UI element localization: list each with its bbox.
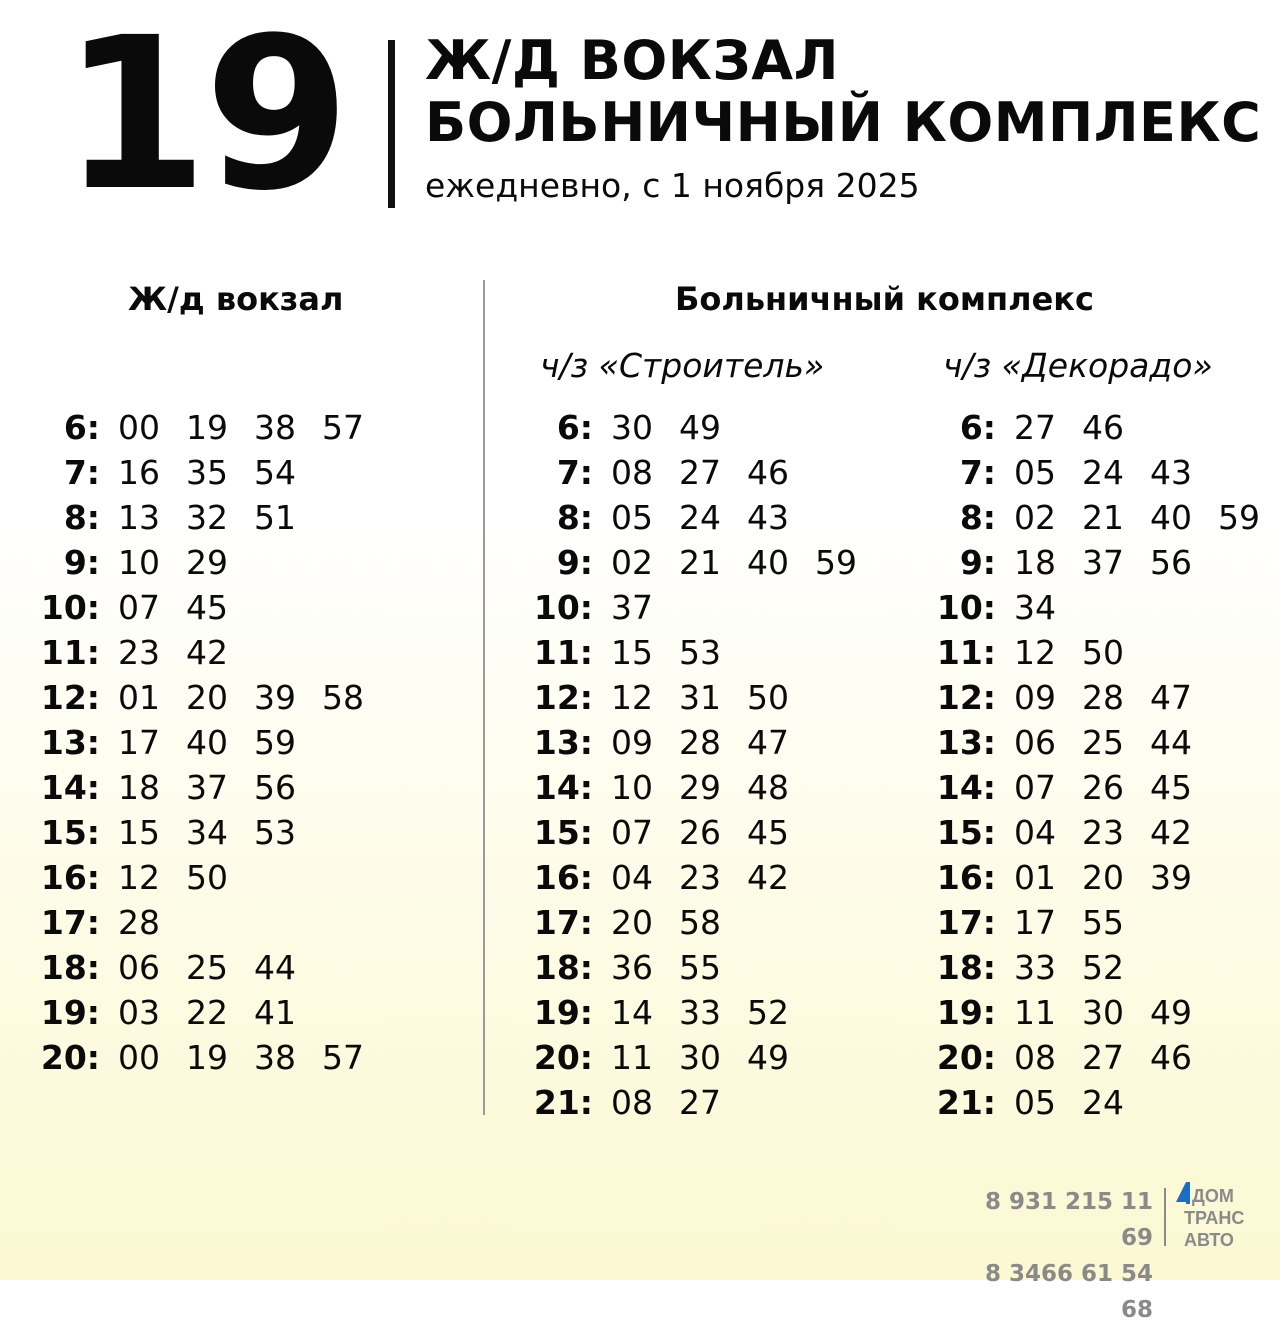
minute-value: 26 (679, 813, 721, 852)
route-number: 19 (62, 0, 347, 237)
minute-value: 58 (679, 903, 721, 942)
minute-value: 20 (186, 678, 228, 717)
minute-value: 07 (1014, 768, 1056, 807)
hour-label: 11: (40, 633, 100, 672)
minute-value: 42 (747, 858, 789, 897)
minute-value: 06 (118, 948, 160, 987)
minute-value: 04 (1014, 813, 1056, 852)
phone-1: 8 931 215 11 69 (984, 1189, 1153, 1251)
hour-label: 11: (936, 633, 996, 672)
hour-label: 6: (63, 408, 100, 447)
minute-value: 45 (747, 813, 789, 852)
hour-label: 16: (40, 858, 100, 897)
minute-value: 25 (186, 948, 228, 987)
minute-value: 44 (254, 948, 296, 987)
hour-label: 17: (936, 903, 996, 942)
minute-value: 56 (1150, 543, 1192, 582)
minute-value: 56 (254, 768, 296, 807)
minute-value: 43 (747, 498, 789, 537)
minute-value: 30 (679, 1038, 721, 1077)
timetable-row (0, 540, 1192, 585)
timetable-row (0, 585, 1056, 630)
route-title-line2: БОЛЬНИЧНЫЙ КОМПЛЕКС (425, 91, 1262, 154)
minute-value: 57 (322, 408, 364, 447)
minute-value: 02 (611, 543, 653, 582)
minute-value: 20 (1082, 858, 1124, 897)
hour-label: 17: (533, 903, 593, 942)
hour-label: 20: (40, 1038, 100, 1077)
via-dekorado-label: ч/з «Декорадо» (943, 346, 1213, 385)
minute-value: 43 (1150, 453, 1192, 492)
minute-value: 46 (747, 453, 789, 492)
hour-label: 9: (63, 543, 100, 582)
minute-value: 36 (611, 948, 653, 987)
minute-value: 20 (611, 903, 653, 942)
minute-value: 59 (1218, 498, 1260, 537)
hour-label: 21: (533, 1083, 593, 1122)
hour-label: 10: (40, 588, 100, 627)
minute-value: 33 (1014, 948, 1056, 987)
left-section-title: Ж/д вокзал (128, 280, 344, 318)
minute-value: 01 (1014, 858, 1056, 897)
minute-value: 38 (254, 408, 296, 447)
right-section-title: Больничный комплекс (675, 280, 1094, 318)
logo-line-2: ТРАНС (1184, 1208, 1245, 1228)
hour-label: 7: (959, 453, 996, 492)
minute-value: 49 (679, 408, 721, 447)
minute-value: 52 (1082, 948, 1124, 987)
hour-label: 8: (556, 498, 593, 537)
minute-value: 14 (611, 993, 653, 1032)
hour-label: 13: (40, 723, 100, 762)
minute-value: 49 (1150, 993, 1192, 1032)
hour-label: 18: (533, 948, 593, 987)
minute-value: 18 (118, 768, 160, 807)
timetable-row (0, 450, 1192, 495)
minute-value: 09 (1014, 678, 1056, 717)
minute-value: 24 (679, 498, 721, 537)
minute-value: 39 (254, 678, 296, 717)
minute-value: 18 (1014, 543, 1056, 582)
timetable-row (0, 900, 1124, 945)
hour-label: 16: (936, 858, 996, 897)
hour-label: 13: (533, 723, 593, 762)
timetable-row (0, 855, 1192, 900)
minute-value: 24 (1082, 453, 1124, 492)
hour-label: 11: (533, 633, 593, 672)
minute-value: 30 (611, 408, 653, 447)
header-divider (388, 40, 395, 208)
hour-label: 18: (936, 948, 996, 987)
minute-value: 40 (1150, 498, 1192, 537)
minute-value: 10 (611, 768, 653, 807)
minute-value: 50 (1082, 633, 1124, 672)
phone-2: 8 3466 61 54 68 (984, 1261, 1153, 1323)
minute-value: 34 (1014, 588, 1056, 627)
hour-label: 8: (959, 498, 996, 537)
hour-label: 14: (533, 768, 593, 807)
hour-label: 21: (936, 1083, 996, 1122)
minute-value: 42 (186, 633, 228, 672)
minute-value: 00 (118, 1038, 160, 1077)
minute-value: 04 (611, 858, 653, 897)
minute-value: 58 (322, 678, 364, 717)
minute-value: 41 (254, 993, 296, 1032)
timetable-row (0, 675, 1192, 720)
minute-value: 12 (1014, 633, 1056, 672)
minute-value: 21 (1082, 498, 1124, 537)
timetable-row (0, 495, 1260, 540)
timetable-row (0, 405, 1124, 450)
minute-value: 53 (254, 813, 296, 852)
minute-value: 31 (679, 678, 721, 717)
hour-label: 17: (40, 903, 100, 942)
via-stroitel-label: ч/з «Строитель» (540, 346, 825, 385)
minute-value: 42 (1150, 813, 1192, 852)
hour-label: 13: (936, 723, 996, 762)
minute-value: 47 (1150, 678, 1192, 717)
minute-value: 34 (186, 813, 228, 852)
minute-value: 48 (747, 768, 789, 807)
minute-value: 13 (118, 498, 160, 537)
contact-divider (1164, 1188, 1166, 1246)
minute-value: 24 (1082, 1083, 1124, 1122)
minute-value: 08 (611, 1083, 653, 1122)
minute-value: 05 (1014, 1083, 1056, 1122)
minute-value: 39 (1150, 858, 1192, 897)
hour-label: 18: (40, 948, 100, 987)
hour-label: 14: (936, 768, 996, 807)
timetable-row (0, 630, 1124, 675)
minute-value: 37 (1082, 543, 1124, 582)
minute-value: 15 (611, 633, 653, 672)
minute-value: 40 (747, 543, 789, 582)
minute-value: 25 (1082, 723, 1124, 762)
hour-label: 8: (63, 498, 100, 537)
minute-value: 29 (186, 543, 228, 582)
hour-label: 12: (40, 678, 100, 717)
timetable-row (0, 765, 1192, 810)
minute-value: 19 (186, 408, 228, 447)
minute-value: 26 (1082, 768, 1124, 807)
minute-value: 50 (186, 858, 228, 897)
minute-value: 45 (186, 588, 228, 627)
timetable-row (0, 810, 1192, 855)
minute-value: 23 (679, 858, 721, 897)
minute-value: 46 (1150, 1038, 1192, 1077)
minute-value: 15 (118, 813, 160, 852)
domtransavto-logo (1174, 1178, 1254, 1250)
minute-value: 03 (118, 993, 160, 1032)
minute-value: 08 (611, 453, 653, 492)
hour-label: 15: (40, 813, 100, 852)
timetable-row (0, 1080, 1124, 1125)
minute-value: 28 (1082, 678, 1124, 717)
minute-value: 44 (1150, 723, 1192, 762)
minute-value: 07 (611, 813, 653, 852)
minute-value: 55 (1082, 903, 1124, 942)
route-title (425, 30, 1261, 154)
minute-value: 27 (1082, 1038, 1124, 1077)
minute-value: 46 (1082, 408, 1124, 447)
hour-label: 15: (533, 813, 593, 852)
minute-value: 47 (747, 723, 789, 762)
minute-value: 16 (118, 453, 160, 492)
minute-value: 01 (118, 678, 160, 717)
hour-label: 14: (40, 768, 100, 807)
timetable-row (0, 1035, 1192, 1080)
minute-value: 28 (679, 723, 721, 762)
hour-label: 19: (40, 993, 100, 1032)
minute-value: 06 (1014, 723, 1056, 762)
minute-value: 22 (186, 993, 228, 1032)
hour-label: 7: (63, 453, 100, 492)
timetable-row (0, 945, 1124, 990)
hour-label: 12: (533, 678, 593, 717)
minute-value: 35 (186, 453, 228, 492)
minute-value: 23 (118, 633, 160, 672)
minute-value: 08 (1014, 1038, 1056, 1077)
route-title-line1: Ж/Д ВОКЗАЛ (425, 29, 839, 92)
minute-value: 55 (679, 948, 721, 987)
minute-value: 02 (1014, 498, 1056, 537)
contacts (960, 1184, 1153, 1328)
minute-value: 27 (1014, 408, 1056, 447)
hour-label: 9: (556, 543, 593, 582)
minute-value: 12 (611, 678, 653, 717)
minute-value: 59 (815, 543, 857, 582)
route-subtitle: ежедневно, с 1 ноября 2025 (425, 166, 920, 205)
minute-value: 27 (679, 453, 721, 492)
hour-label: 9: (959, 543, 996, 582)
minute-value: 57 (322, 1038, 364, 1077)
hour-label: 19: (936, 993, 996, 1032)
minute-value: 32 (186, 498, 228, 537)
hour-label: 6: (556, 408, 593, 447)
minute-value: 52 (747, 993, 789, 1032)
minute-value: 50 (747, 678, 789, 717)
hour-label: 12: (936, 678, 996, 717)
hour-label: 10: (533, 588, 593, 627)
minute-value: 59 (254, 723, 296, 762)
hour-label: 19: (533, 993, 593, 1032)
minute-value: 05 (1014, 453, 1056, 492)
minute-value: 21 (679, 543, 721, 582)
minute-value: 11 (611, 1038, 653, 1077)
hour-label: 20: (936, 1038, 996, 1077)
minute-value: 17 (118, 723, 160, 762)
minute-value: 07 (118, 588, 160, 627)
minute-value: 00 (118, 408, 160, 447)
hour-label: 20: (533, 1038, 593, 1077)
hour-label: 15: (936, 813, 996, 852)
minute-value: 53 (679, 633, 721, 672)
timetable-row (0, 990, 1192, 1035)
minute-value: 38 (254, 1038, 296, 1077)
hour-label: 6: (959, 408, 996, 447)
minute-value: 27 (679, 1083, 721, 1122)
logo-line-1: ДОМ (1192, 1186, 1234, 1206)
minute-value: 37 (186, 768, 228, 807)
minute-value: 23 (1082, 813, 1124, 852)
minute-value: 17 (1014, 903, 1056, 942)
minute-value: 40 (186, 723, 228, 762)
minute-value: 45 (1150, 768, 1192, 807)
hour-label: 10: (936, 588, 996, 627)
minute-value: 54 (254, 453, 296, 492)
hour-label: 16: (533, 858, 593, 897)
hour-label: 7: (556, 453, 593, 492)
minute-value: 33 (679, 993, 721, 1032)
logo-line-3: АВТО (1184, 1230, 1234, 1250)
logo-mark-icon (1176, 1182, 1186, 1202)
minute-value: 37 (611, 588, 653, 627)
minute-value: 30 (1082, 993, 1124, 1032)
minute-value: 11 (1014, 993, 1056, 1032)
minute-value: 09 (611, 723, 653, 762)
minute-value: 29 (679, 768, 721, 807)
minute-value: 05 (611, 498, 653, 537)
minute-value: 12 (118, 858, 160, 897)
timetable-row (0, 720, 1192, 765)
minute-value: 19 (186, 1038, 228, 1077)
minute-value: 28 (118, 903, 160, 942)
minute-value: 49 (747, 1038, 789, 1077)
logo-mark-stem (1186, 1182, 1190, 1204)
minute-value: 10 (118, 543, 160, 582)
minute-value: 51 (254, 498, 296, 537)
